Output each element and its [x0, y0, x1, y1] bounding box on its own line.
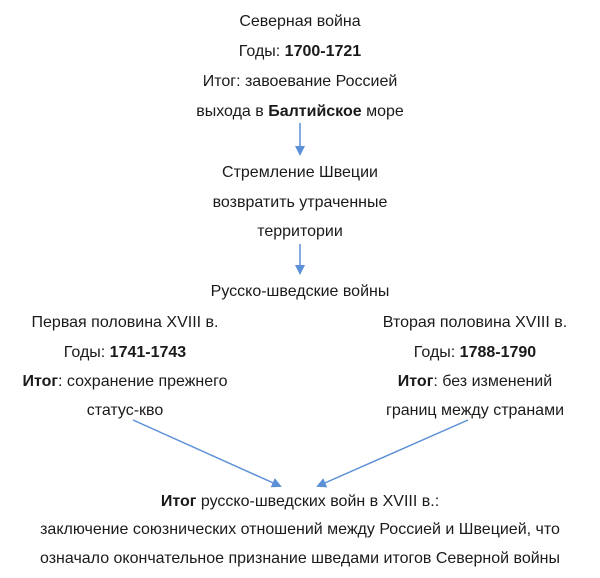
first-half-title: Первая половина XVIII в.	[31, 314, 219, 331]
north-war-result-bold: Балтийское	[268, 103, 362, 120]
final-result-title-text: русско-шведских войн в XVIII в.:	[196, 493, 440, 510]
second-half-result-text: : без изменений	[433, 373, 553, 390]
north-war-result-post: море	[361, 103, 404, 120]
north-war-years	[0, 42, 600, 62]
russo-swedish-title: Русско-шведские войны	[210, 283, 390, 300]
final-result-line3: означало окончательное признание шведами итогов Северной войны	[40, 550, 560, 567]
first-half-result-label: Итог	[22, 373, 58, 390]
north-war-result-pre: выхода в	[196, 103, 269, 120]
north-war-result-line1: Итог: завоевание Россией	[202, 73, 398, 90]
final-result-label: Итог	[160, 493, 197, 510]
final-result-line2: заключение союзнических отношений между Россией и Швецией, что	[40, 521, 560, 538]
north-war-title: Северная война	[239, 13, 361, 30]
second-half-result-line2: границ между странами	[385, 402, 564, 419]
arrow-first-half-to-result	[133, 420, 280, 486]
north-war-result-line2	[0, 102, 600, 122]
second-half-years-value: 1788-1790	[459, 344, 537, 361]
final-result-title	[0, 492, 600, 512]
north-war-years-label: Годы:	[238, 43, 285, 60]
second-half-years	[350, 343, 600, 363]
sweden-goal-line1: Стремление Швеции	[222, 164, 378, 181]
first-half-result-text: : сохранение прежнего	[58, 373, 228, 390]
first-half-result-line2: статус-кво	[86, 402, 164, 419]
first-half-years-value: 1741-1743	[109, 344, 187, 361]
second-half-years-label: Годы:	[413, 344, 460, 361]
first-half-years	[0, 343, 250, 363]
second-half-result-label: Итог	[397, 373, 434, 390]
sweden-goal-line3: территории	[257, 223, 343, 240]
second-half-result	[350, 372, 600, 392]
north-war-years-value: 1700-1721	[284, 43, 362, 60]
first-half-years-label: Годы:	[63, 344, 110, 361]
sweden-goal-line2: возвратить утраченные	[212, 194, 388, 211]
second-half-title: Вторая половина XVIII в.	[382, 314, 568, 331]
arrow-second-half-to-result	[318, 420, 468, 486]
first-half-result	[0, 372, 250, 392]
